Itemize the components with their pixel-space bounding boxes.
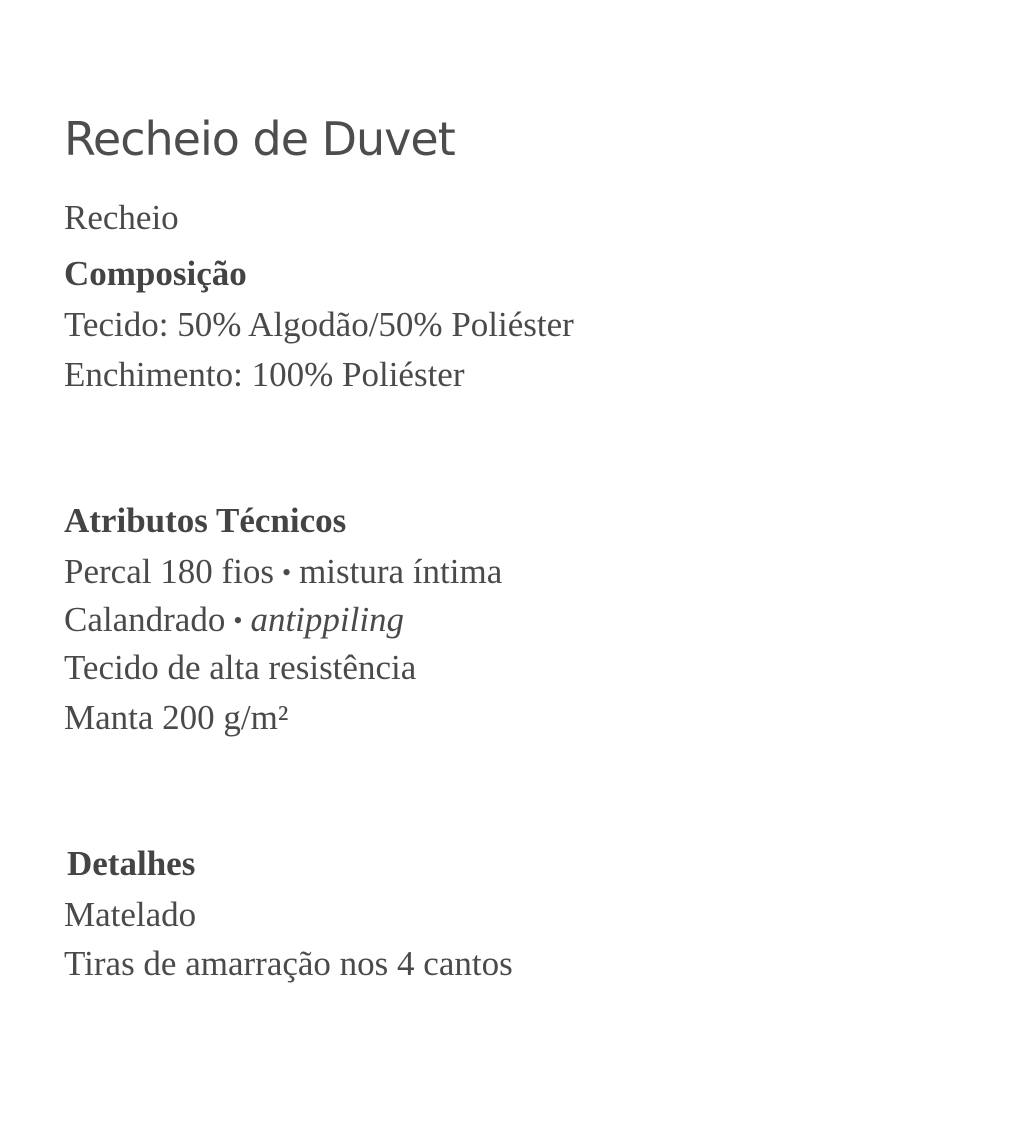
- technical-percal-right: mistura íntima: [299, 552, 503, 591]
- composition-filling: Enchimento: 100% Poliéster: [64, 355, 465, 394]
- bullet-separator: •: [281, 558, 292, 587]
- technical-calendered: [64, 600, 404, 643]
- details-quilted: Matelado: [64, 895, 197, 934]
- technical-calendered-right: antippiling: [250, 600, 405, 639]
- bullet-separator: •: [233, 606, 243, 635]
- technical-percal: [64, 552, 502, 595]
- product-subtitle: Recheio: [64, 198, 179, 237]
- technical-calendered-left: Calandrado: [64, 600, 226, 639]
- technical-percal-left: Percal 180 fios: [64, 552, 274, 591]
- details-ties: Tiras de amarração nos 4 cantos: [64, 944, 513, 983]
- technical-weight: Manta 200 g/m²: [64, 698, 289, 737]
- composition-fabric: Tecido: 50% Algodão/50% Poliéster: [64, 305, 574, 344]
- product-title: Recheio de Duvet: [64, 112, 455, 166]
- details-heading: Detalhes: [67, 844, 196, 883]
- technical-resistance: Tecido de alta resistência: [64, 648, 417, 687]
- technical-heading: Atributos Técnicos: [64, 501, 347, 540]
- composition-heading: Composição: [64, 254, 247, 293]
